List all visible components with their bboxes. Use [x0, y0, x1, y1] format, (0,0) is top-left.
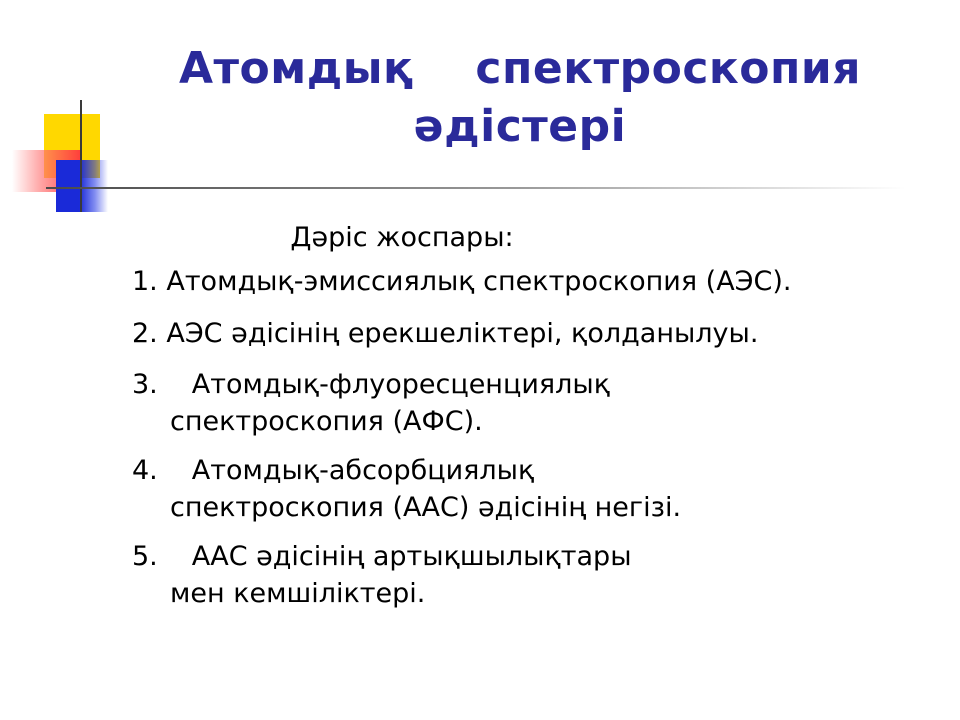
- item-number: 3.: [132, 369, 158, 400]
- vertical-rule: [80, 100, 82, 212]
- blue-square-decoration: [56, 160, 108, 212]
- list-item: [132, 452, 690, 526]
- title-word-2: спектроскопия: [475, 43, 861, 94]
- item-text: Атомдық-эмиссиялық спектроскопия (АЭС).: [166, 266, 792, 297]
- item-text: Атомдық-абсорбциялық спектроскопия (ААС) әдісінің негізі.: [170, 455, 682, 523]
- item-text: Атомдық-флуоресценциялық спектроскопия (АФС).: [170, 369, 611, 437]
- list-item: [132, 366, 630, 440]
- item-number: 5.: [132, 541, 158, 572]
- item-number: 4.: [132, 455, 158, 486]
- plan-heading: Дәріс жоспары:: [290, 222, 514, 253]
- title-word-1: Атомдық: [178, 43, 414, 94]
- item-text: АЭС әдісінің ерекшеліктері, қолданылуы.: [166, 318, 759, 349]
- list-item: [132, 262, 932, 302]
- title-underline-rule: [46, 187, 906, 189]
- item-number: 1.: [132, 266, 158, 297]
- slide-body: [132, 218, 932, 624]
- item-text: ААС әдісінің артықшылықтары мен кемшіліктері.: [170, 541, 632, 609]
- slide-title: [140, 40, 900, 156]
- lecture-plan-list: [132, 262, 932, 612]
- title-line-2: әдістері: [413, 101, 627, 152]
- list-item: [132, 314, 932, 354]
- title-line-1: [140, 40, 900, 98]
- list-item: [132, 538, 640, 612]
- item-number: 2.: [132, 318, 158, 349]
